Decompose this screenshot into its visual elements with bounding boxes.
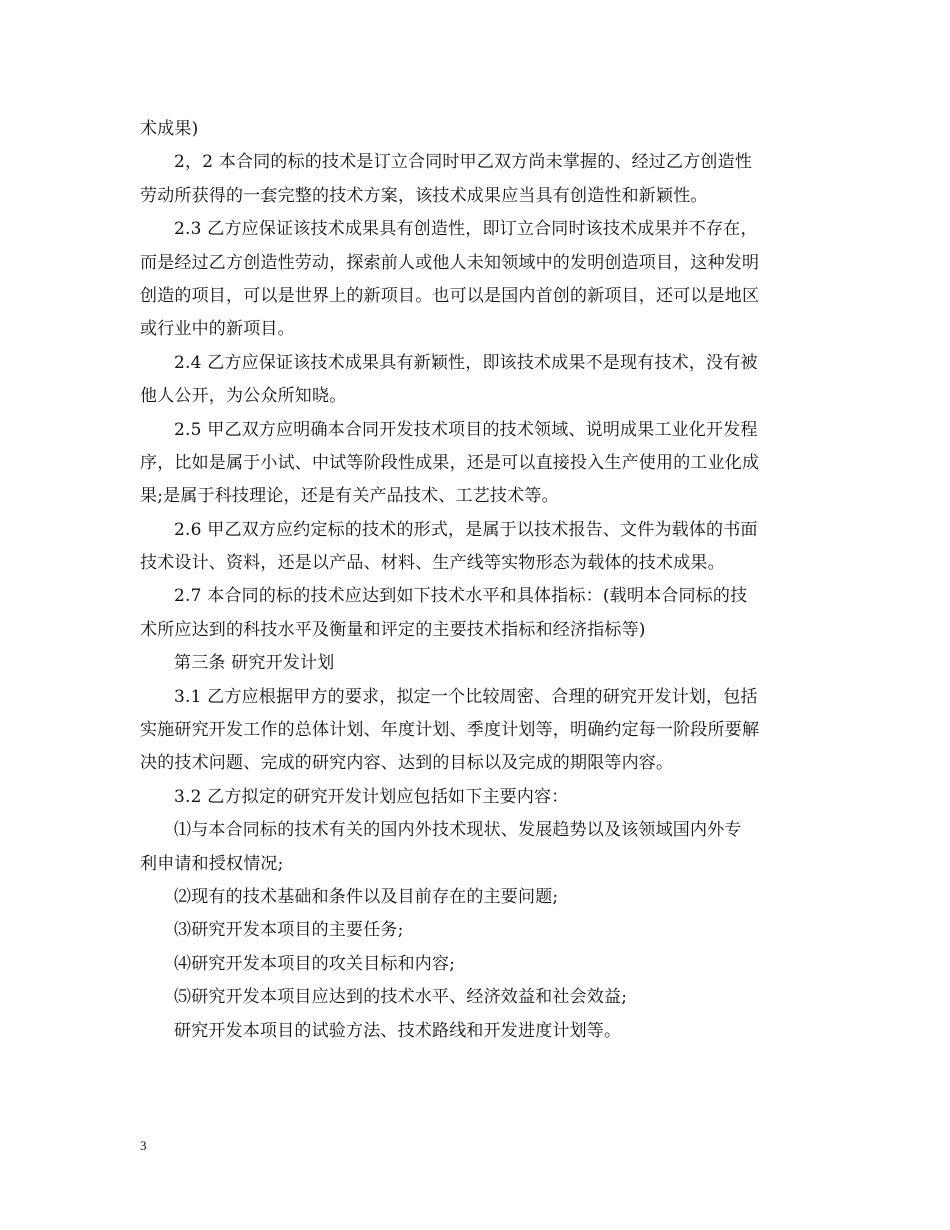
text-line: 技术设计、资料，还是以产品、材料、生产线等实物形态为载体的技术成果。 bbox=[140, 553, 725, 574]
text-line: 劳动所获得的一套完整的技术方案，该技术成果应当具有创造性和新颖性。 bbox=[140, 185, 708, 206]
page-number: 3 bbox=[140, 1138, 147, 1153]
text-line: 2.3 乙方应保证该技术成果具有创造性，即订立合同时该技术成果并不存在， bbox=[174, 219, 758, 240]
text-line: 研究开发本项目的试验方法、技术路线和开发进度计划等。 bbox=[174, 1020, 622, 1041]
text-line: 第三条 研究开发计划 bbox=[174, 653, 335, 674]
text-line: 2.6 甲乙双方应约定标的技术的形式，是属于以技术报告、文件为载体的书面 bbox=[174, 519, 758, 540]
text-line: ⑵现有的技术基础和条件以及目前存在的主要问题; bbox=[174, 886, 559, 907]
text-line: 2，2 本合同的标的技术是订立合同时甲乙双方尚未掌握的、经过乙方创造性 bbox=[174, 152, 753, 173]
text-line: 实施研究开发工作的总体计划、年度计划、季度计划等，明确约定每一阶段所要解 bbox=[140, 720, 760, 741]
text-line: ⑷研究开发本项目的攻关目标和内容; bbox=[174, 953, 456, 974]
text-line: 而是经过乙方创造性劳动，探索前人或他人未知领域中的发明创造项目，这种发明 bbox=[140, 252, 760, 273]
text-line: 3.1 乙方应根据甲方的要求，拟定一个比较周密、合理的研究开发计划，包括 bbox=[174, 686, 758, 707]
text-line: ⑸研究开发本项目应达到的技术水平、经济效益和社会效益; bbox=[174, 987, 628, 1008]
text-line: 术所应达到的科技水平及衡量和评定的主要技术指标和经济指标等) bbox=[140, 619, 646, 640]
document-body bbox=[140, 113, 812, 1048]
text-line: 术成果) bbox=[140, 119, 199, 139]
text-line: 2.7 本合同的标的技术应达到如下技术水平和具体指标：(载明本合同标的技 bbox=[174, 586, 748, 607]
text-line: 2.5 甲乙双方应明确本合同开发技术项目的技术领域、说明成果工业化开发程 bbox=[174, 419, 758, 440]
text-line: 果;是属于科技理论，还是有关产品技术、工艺技术等。 bbox=[140, 486, 559, 507]
text-line: ⑴与本合同标的技术有关的国内外技术现状、发展趋势以及该领域国内外专 bbox=[174, 820, 742, 841]
text-line: 他人公开，为公众所知晓。 bbox=[140, 386, 347, 407]
text-line: 利申请和授权情况; bbox=[140, 853, 284, 874]
text-line: ⑶研究开发本项目的主要任务; bbox=[174, 920, 404, 941]
text-line: 创造的项目，可以是世界上的新项目。也可以是国内首创的新项目，还可以是地区 bbox=[140, 285, 760, 306]
text-line: 序，比如是属于小试、中试等阶段性成果，还是可以直接投入生产使用的工业化成 bbox=[140, 452, 760, 473]
text-line: 3.2 乙方拟定的研究开发计划应包括如下主要内容： bbox=[174, 786, 569, 807]
text-line: 决的技术问题、完成的研究内容、达到的目标以及完成的期限等内容。 bbox=[140, 753, 674, 774]
text-line: 或行业中的新项目。 bbox=[140, 319, 295, 340]
text-line: 2.4 乙方应保证该技术成果具有新颖性，即该技术成果不是现有技术，没有被 bbox=[174, 352, 758, 373]
